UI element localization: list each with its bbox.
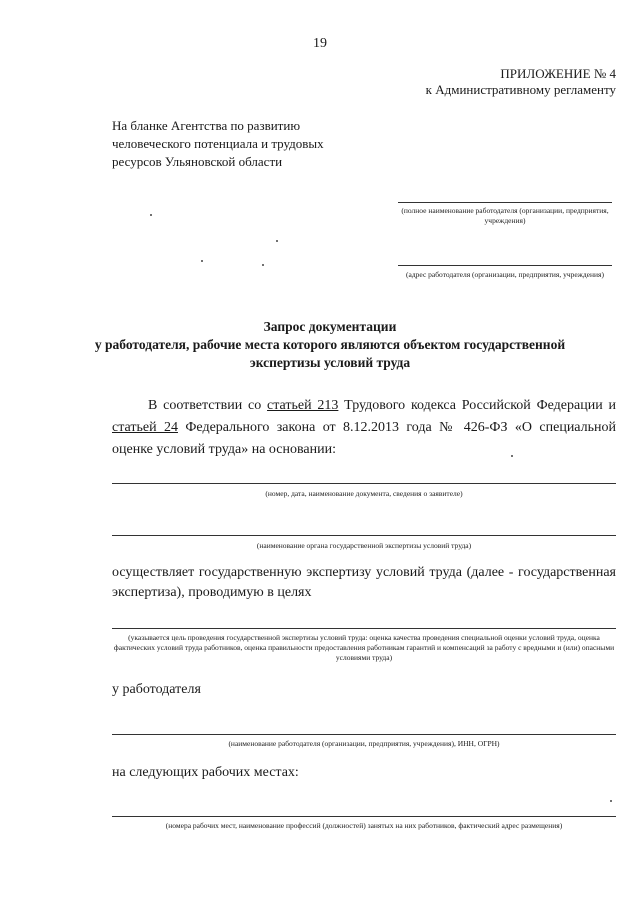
document-title bbox=[60, 318, 600, 372]
scan-speck bbox=[610, 800, 612, 802]
basis-text: В соответствии со bbox=[148, 398, 268, 413]
purpose-caption: (указывается цель проведения государственной экспертизы условий труда: оценка качества проведения специальной оценки условий труда, оценка фактических условий труда работников, оценка правильности предоставления работникам гарантий и компенсаций за работу с вредными и (или) опасными условиями труда) bbox=[113, 633, 615, 662]
employer-line bbox=[112, 734, 616, 735]
basis-paragraph bbox=[112, 395, 616, 461]
employer-name-caption: (полное наименование работодателя (организации, предприятия, учреждения) bbox=[401, 206, 609, 225]
title-line: у работодателя, рабочие места которого являются объектом государственной bbox=[94, 337, 566, 352]
document-caption: (номер, дата, наименование документа, сведения о заявителе) bbox=[265, 489, 463, 498]
scan-speck bbox=[150, 214, 152, 216]
employer-name-line bbox=[398, 202, 612, 203]
scan-speck bbox=[276, 240, 278, 242]
letterhead-note: На бланке Агентства по развитию человеческого потенциала и трудовых ресурсов Ульяновской области bbox=[112, 118, 324, 169]
authority-line bbox=[112, 535, 616, 536]
appendix-title: ПРИЛОЖЕНИЕ № 4 bbox=[500, 66, 616, 81]
scan-speck bbox=[262, 264, 264, 266]
employer-address-line bbox=[398, 265, 612, 266]
title-line: экспертизы условий труда bbox=[249, 355, 411, 370]
purpose-line bbox=[112, 628, 616, 629]
employer-caption: (наименование работодателя (организации, предприятия, учреждения), ИНН, ОГРН) bbox=[228, 739, 500, 748]
page-number: 19 bbox=[313, 36, 327, 51]
authority-caption: (наименование органа государственной экспертизы условий труда) bbox=[256, 541, 472, 550]
federal-law-article-link[interactable]: статьей 24 bbox=[112, 420, 178, 435]
workplaces-caption: (номера рабочих мест, наименование профессий (должностей) занятых на них работников, фактический адрес размещения) bbox=[165, 821, 563, 830]
employer-address-caption: (адрес работодателя (организации, предприятия, учреждения) bbox=[406, 270, 604, 279]
expertise-text: осуществляет государственную экспертизу условий труда (далее - государственная экспертиза), проводимую в целях bbox=[112, 565, 616, 600]
employer-label: у работодателя bbox=[112, 682, 201, 697]
labor-code-article-link[interactable]: статьей 213 bbox=[267, 398, 339, 413]
appendix-heading bbox=[426, 66, 616, 98]
workplaces-line bbox=[112, 816, 616, 817]
appendix-subtitle: к Административному регламенту bbox=[425, 82, 616, 97]
document-line bbox=[112, 483, 616, 484]
basis-text: Федерального закона от 8.12.2013 года № 426-ФЗ «О специальной оценке условий труда» на основании: bbox=[112, 420, 616, 457]
title-line: Запрос документации bbox=[263, 319, 397, 334]
scan-speck bbox=[201, 260, 203, 262]
basis-text: Трудового кодекса Российской Федерации и bbox=[338, 398, 616, 413]
workplaces-label: на следующих рабочих местах: bbox=[112, 765, 299, 780]
